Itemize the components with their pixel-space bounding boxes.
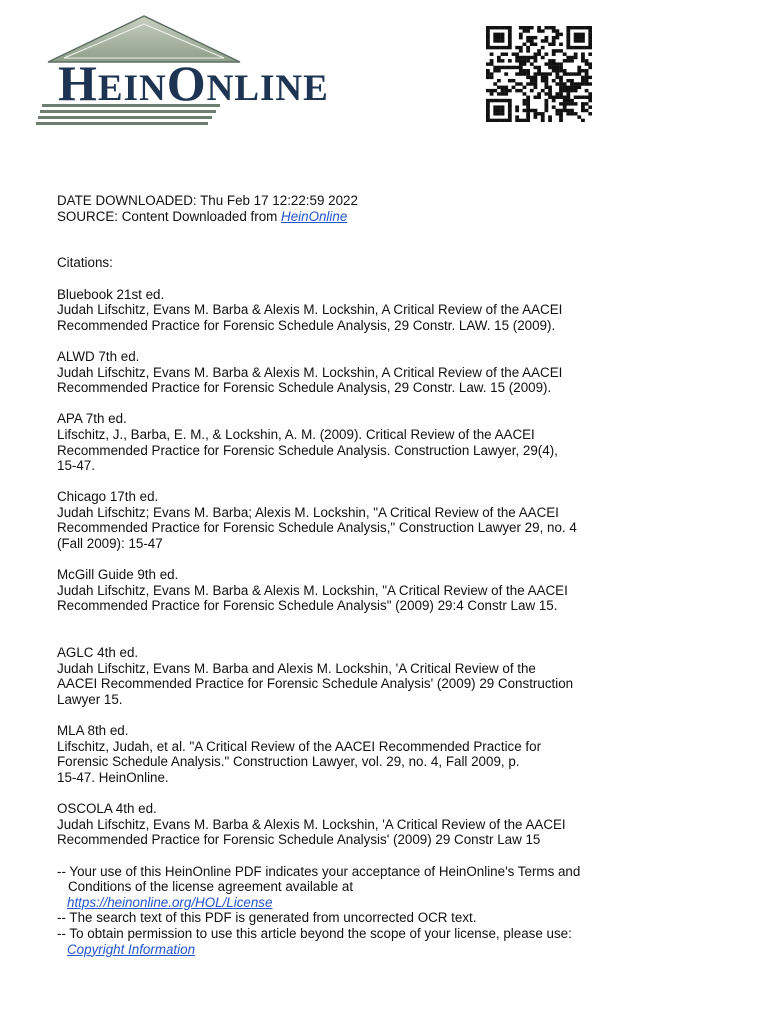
source-heinonline-link[interactable]: HeinOnline [281, 208, 348, 224]
citation-style: APA 7th ed. [57, 411, 127, 427]
citation-style: Bluebook 21st ed. [57, 286, 165, 302]
citation-text: Recommended Practice for Forensic Schedule Analysis, 29 Constr. Law. 15 (2009). [57, 380, 552, 396]
citation-text: Recommended Practice for Forensic Schedule Analysis. Construction Lawyer, 29(4), [57, 442, 558, 458]
citation-text: Recommended Practice for Forensic Schedule Analysis" (2009) 29:4 Constr Law 15. [57, 598, 558, 614]
citation-text: Lawyer 15. [57, 692, 123, 707]
ocr-notice: -- The search text of this PDF is generated from uncorrected OCR text. [57, 910, 477, 926]
citation-text: Recommended Practice for Forensic Schedule Analysis' (2009) 29 Constr Law 15 [57, 832, 541, 848]
citation-text: Judah Lifschitz, Evans M. Barba and Alexis M. Lockshin, 'A Critical Review of the [57, 660, 536, 676]
date-downloaded: DATE DOWNLOADED: Thu Feb 17 12:22:59 2022 [57, 193, 358, 208]
citation-style: McGill Guide 9th ed. [57, 567, 179, 583]
citation-aglc [57, 645, 707, 707]
qr-code [486, 26, 592, 122]
citation-text: Recommended Practice for Forensic Schedule Analysis," Construction Lawyer 29, no. 4 [57, 520, 577, 536]
citation-text: Judah Lifschitz, Evans M. Barba & Alexis M. Lockshin, "A Critical Review of the AACEI [57, 582, 568, 598]
citation-text: Judah Lifschitz; Evans M. Barba; Alexis M. Lockshin, "A Critical Review of the AACEI [57, 504, 559, 520]
citation-text: Judah Lifschitz, Evans M. Barba & Alexis M. Lockshin, A Critical Review of the AACEI [57, 302, 563, 318]
logo-wordmark: HEINONLINE [58, 55, 329, 111]
heinonline-logo [36, 14, 428, 132]
terms-notice-continued: Conditions of the license agreement available at [68, 879, 354, 895]
citation-text: (Fall 2009): 15-47 [57, 536, 163, 552]
citation-bluebook [57, 287, 707, 334]
citation-text: 15-47. HeinOnline. [57, 769, 169, 785]
terms-notice: -- Your use of this HeinOnline PDF indicates your acceptance of HeinOnline's Terms and [57, 863, 581, 879]
citation-style: OSCOLA 4th ed. [57, 801, 157, 817]
citation-apa [57, 411, 707, 473]
citation-text: Lifschitz, Judah, et al. "A Critical Review of the AACEI Recommended Practice for [57, 738, 542, 754]
citation-alwd [57, 349, 707, 396]
citation-chicago [57, 489, 707, 551]
notices [57, 864, 707, 958]
citation-text: Forensic Schedule Analysis." Construction Lawyer, vol. 29, no. 4, Fall 2009, p. [57, 754, 520, 770]
license-link[interactable]: https://heinonline.org/HOL/License [67, 894, 273, 910]
citation-style: Chicago 17th ed. [57, 489, 159, 505]
citations-heading: Citations: [57, 255, 113, 271]
source-prefix: SOURCE: Content Downloaded from [57, 208, 282, 224]
permission-notice: -- To obtain permission to use this article beyond the scope of your license, please use: [57, 925, 572, 941]
citation-style: MLA 8th ed. [57, 723, 129, 739]
citation-text: AACEI Recommended Practice for Forensic Schedule Analysis' (2009) 29 Construction [57, 676, 574, 692]
citation-text: Judah Lifschitz, Evans M. Barba & Alexis M. Lockshin, 'A Critical Review of the AACEI [57, 816, 566, 832]
copyright-information-link[interactable]: Copyright Information [67, 941, 196, 957]
citation-style: AGLC 4th ed. [57, 645, 139, 661]
document-body [57, 193, 707, 957]
citation-style: ALWD 7th ed. [57, 348, 140, 364]
citation-text: Lifschitz, J., Barba, E. M., & Lockshin, A. M. (2009). Critical Review of the AACEI [57, 426, 535, 442]
source-line [57, 209, 707, 225]
citation-mcgill [57, 567, 707, 614]
citation-oscola [57, 801, 707, 848]
citation-text: 15-47. [57, 458, 95, 474]
citation-text: Recommended Practice for Forensic Schedule Analysis, 29 Constr. LAW. 15 (2009). [57, 317, 556, 333]
qr-code-icon [486, 26, 592, 122]
citation-mla [57, 723, 707, 785]
citation-text: Judah Lifschitz, Evans M. Barba & Alexis M. Lockshin, A Critical Review of the AACEI [57, 364, 563, 380]
